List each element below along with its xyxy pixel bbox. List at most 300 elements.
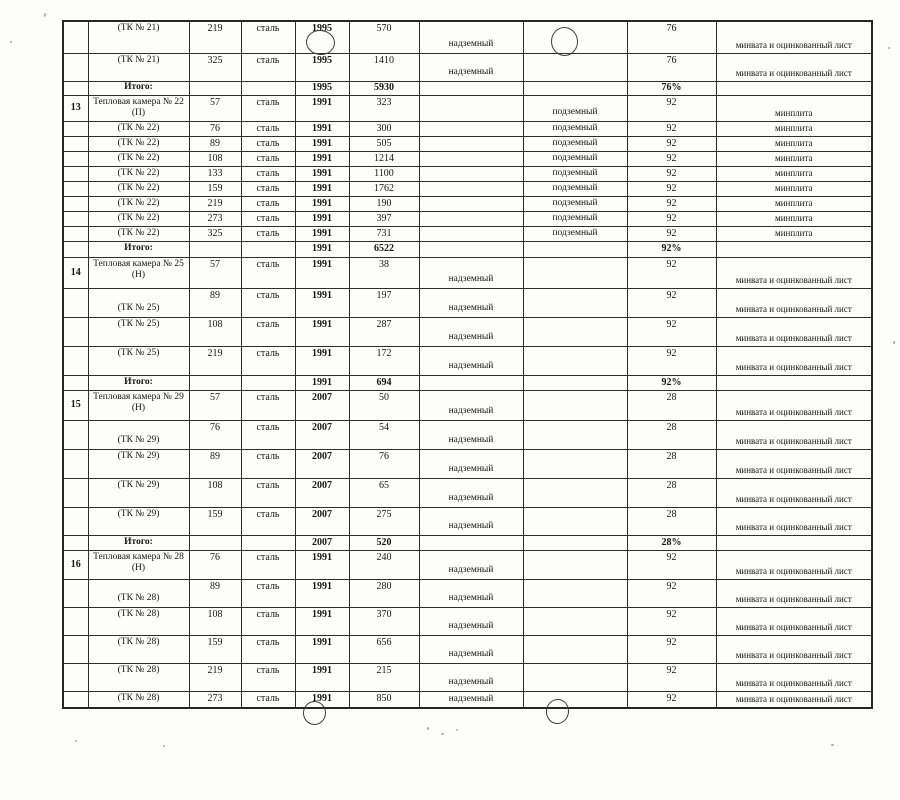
table-row bbox=[63, 317, 872, 346]
cell-mat: сталь bbox=[241, 151, 295, 166]
cell-year: 1991 bbox=[295, 121, 349, 136]
cell-mat: сталь bbox=[241, 550, 295, 579]
scan-speckle bbox=[75, 740, 77, 742]
cell-year: 1991 bbox=[295, 346, 349, 375]
cell-num bbox=[63, 507, 88, 535]
cell-len: 323 bbox=[349, 95, 419, 121]
cell-year: 2007 bbox=[295, 478, 349, 507]
cell-len: 1762 bbox=[349, 181, 419, 196]
cell-insul: минвата и оцинкованный лист bbox=[716, 691, 872, 708]
cell-pct: 28 bbox=[627, 449, 716, 478]
cell-len: 370 bbox=[349, 607, 419, 635]
cell-insul: минвата и оцинкованный лист bbox=[716, 635, 872, 663]
cell-dia: 159 bbox=[189, 635, 241, 663]
cell-year: 1991 bbox=[295, 257, 349, 288]
cell-year: 1991 bbox=[295, 226, 349, 241]
cell-above: надземный bbox=[419, 317, 523, 346]
cell-year: 1991 bbox=[295, 375, 349, 390]
cell-below bbox=[523, 507, 627, 535]
table-row bbox=[63, 211, 872, 226]
cell-dia bbox=[189, 535, 241, 550]
cell-mat: сталь bbox=[241, 507, 295, 535]
cell-dia: 89 bbox=[189, 136, 241, 151]
cell-len: 172 bbox=[349, 346, 419, 375]
cell-dia: 89 bbox=[189, 288, 241, 317]
cell-above: надземный bbox=[419, 663, 523, 691]
cell-len: 50 bbox=[349, 390, 419, 420]
heat-chamber-pipeline-table bbox=[62, 20, 873, 709]
cell-dia: 76 bbox=[189, 550, 241, 579]
scan-speckle bbox=[888, 47, 890, 49]
cell-year: 1991 bbox=[295, 550, 349, 579]
cell-mat: сталь bbox=[241, 181, 295, 196]
table-row bbox=[63, 151, 872, 166]
cell-name: (ТК № 28) bbox=[88, 579, 189, 607]
cell-below bbox=[523, 478, 627, 507]
cell-pct: 92 bbox=[627, 136, 716, 151]
cell-name: (ТК № 22) bbox=[88, 226, 189, 241]
table-row bbox=[63, 607, 872, 635]
cell-year: 1991 bbox=[295, 635, 349, 663]
cell-num bbox=[63, 288, 88, 317]
cell-num bbox=[63, 317, 88, 346]
cell-insul: минплита bbox=[716, 196, 872, 211]
cell-dia: 76 bbox=[189, 420, 241, 449]
cell-above: надземный bbox=[419, 635, 523, 663]
cell-pct: 92 bbox=[627, 550, 716, 579]
cell-name: Тепловая камера № 28 (Н) bbox=[88, 550, 189, 579]
cell-pct: 92 bbox=[627, 663, 716, 691]
cell-dia: 219 bbox=[189, 196, 241, 211]
cell-mat bbox=[241, 375, 295, 390]
cell-num bbox=[63, 420, 88, 449]
cell-pct: 92 bbox=[627, 211, 716, 226]
table-row bbox=[63, 136, 872, 151]
cell-name: Тепловая камера № 25 (Н) bbox=[88, 257, 189, 288]
cell-name: (ТК № 22) bbox=[88, 196, 189, 211]
cell-len: 215 bbox=[349, 663, 419, 691]
cell-insul bbox=[716, 375, 872, 390]
table-row bbox=[63, 257, 872, 288]
cell-num: 15 bbox=[63, 390, 88, 420]
cell-mat: сталь bbox=[241, 121, 295, 136]
cell-len: 850 bbox=[349, 691, 419, 708]
cell-below bbox=[523, 607, 627, 635]
cell-mat: сталь bbox=[241, 196, 295, 211]
cell-name: (ТК № 28) bbox=[88, 663, 189, 691]
cell-mat: сталь bbox=[241, 21, 295, 53]
cell-insul: минвата и оцинкованный лист bbox=[716, 507, 872, 535]
scan-speckle bbox=[441, 733, 444, 735]
table-row bbox=[63, 507, 872, 535]
cell-below bbox=[523, 663, 627, 691]
cell-name: (ТК № 22) bbox=[88, 121, 189, 136]
cell-pct: 92 bbox=[627, 288, 716, 317]
cell-num: 14 bbox=[63, 257, 88, 288]
cell-above: надземный bbox=[419, 691, 523, 708]
cell-pct: 92 bbox=[627, 691, 716, 708]
cell-below: подземный bbox=[523, 121, 627, 136]
cell-num bbox=[63, 241, 88, 257]
cell-above bbox=[419, 166, 523, 181]
cell-below bbox=[523, 390, 627, 420]
cell-year: 1995 bbox=[295, 21, 349, 53]
cell-above: надземный bbox=[419, 288, 523, 317]
cell-above: надземный bbox=[419, 21, 523, 53]
cell-len: 76 bbox=[349, 449, 419, 478]
cell-below bbox=[523, 375, 627, 390]
table-row bbox=[63, 21, 872, 53]
cell-mat: сталь bbox=[241, 226, 295, 241]
table-row bbox=[63, 390, 872, 420]
cell-name: Итого: bbox=[88, 375, 189, 390]
cell-above bbox=[419, 226, 523, 241]
cell-num bbox=[63, 691, 88, 708]
cell-below bbox=[523, 420, 627, 449]
cell-above bbox=[419, 121, 523, 136]
cell-name: (ТК № 22) bbox=[88, 136, 189, 151]
cell-above: надземный bbox=[419, 507, 523, 535]
cell-len: 520 bbox=[349, 535, 419, 550]
cell-above: надземный bbox=[419, 346, 523, 375]
cell-len: 5930 bbox=[349, 81, 419, 95]
cell-num bbox=[63, 478, 88, 507]
cell-year: 1991 bbox=[295, 288, 349, 317]
cell-insul: минплита bbox=[716, 151, 872, 166]
cell-num: 16 bbox=[63, 550, 88, 579]
cell-insul: минвата и оцинкованный лист bbox=[716, 21, 872, 53]
cell-dia: 159 bbox=[189, 181, 241, 196]
cell-name: (ТК № 22) bbox=[88, 211, 189, 226]
cell-above: надземный bbox=[419, 257, 523, 288]
cell-dia: 219 bbox=[189, 663, 241, 691]
cell-year: 1991 bbox=[295, 151, 349, 166]
table-row bbox=[63, 579, 872, 607]
cell-pct: 28 bbox=[627, 390, 716, 420]
cell-mat: сталь bbox=[241, 420, 295, 449]
cell-len: 1410 bbox=[349, 53, 419, 81]
cell-above: надземный bbox=[419, 390, 523, 420]
cell-above: надземный bbox=[419, 478, 523, 507]
cell-mat: сталь bbox=[241, 691, 295, 708]
cell-insul bbox=[716, 81, 872, 95]
cell-mat: сталь bbox=[241, 607, 295, 635]
cell-name: (ТК № 22) bbox=[88, 151, 189, 166]
total-row bbox=[63, 375, 872, 390]
cell-name: (ТК № 28) bbox=[88, 691, 189, 708]
table-row bbox=[63, 420, 872, 449]
cell-name: Итого: bbox=[88, 241, 189, 257]
cell-name: (ТК № 25) bbox=[88, 317, 189, 346]
cell-year: 1991 bbox=[295, 136, 349, 151]
scan-speckle bbox=[163, 745, 165, 747]
cell-num bbox=[63, 166, 88, 181]
cell-num bbox=[63, 151, 88, 166]
cell-above: надземный bbox=[419, 550, 523, 579]
cell-dia: 57 bbox=[189, 257, 241, 288]
cell-len: 6522 bbox=[349, 241, 419, 257]
cell-dia: 89 bbox=[189, 579, 241, 607]
cell-below bbox=[523, 550, 627, 579]
cell-insul: минвата и оцинкованный лист bbox=[716, 53, 872, 81]
cell-len: 731 bbox=[349, 226, 419, 241]
cell-name: (ТК № 21) bbox=[88, 21, 189, 53]
cell-year: 1991 bbox=[295, 607, 349, 635]
table-row bbox=[63, 635, 872, 663]
cell-above bbox=[419, 95, 523, 121]
cell-num bbox=[63, 226, 88, 241]
cell-below: подземный bbox=[523, 196, 627, 211]
cell-num bbox=[63, 535, 88, 550]
cell-year: 1995 bbox=[295, 53, 349, 81]
cell-name: (ТК № 29) bbox=[88, 420, 189, 449]
cell-len: 190 bbox=[349, 196, 419, 211]
cell-num bbox=[63, 663, 88, 691]
cell-insul: минвата и оцинкованный лист bbox=[716, 579, 872, 607]
cell-insul: минвата и оцинкованный лист bbox=[716, 550, 872, 579]
cell-below bbox=[523, 241, 627, 257]
table-row bbox=[63, 166, 872, 181]
scan-speckle bbox=[427, 727, 429, 730]
cell-dia: 219 bbox=[189, 346, 241, 375]
cell-below bbox=[523, 449, 627, 478]
cell-insul bbox=[716, 535, 872, 550]
cell-num bbox=[63, 121, 88, 136]
cell-above: надземный bbox=[419, 420, 523, 449]
cell-insul: минвата и оцинкованный лист bbox=[716, 317, 872, 346]
cell-mat: сталь bbox=[241, 449, 295, 478]
cell-num: 13 bbox=[63, 95, 88, 121]
cell-mat: сталь bbox=[241, 257, 295, 288]
cell-len: 280 bbox=[349, 579, 419, 607]
cell-len: 287 bbox=[349, 317, 419, 346]
cell-name: (ТК № 21) bbox=[88, 53, 189, 81]
cell-year: 1991 bbox=[295, 166, 349, 181]
cell-insul: минвата и оцинкованный лист bbox=[716, 390, 872, 420]
cell-name: (ТК № 28) bbox=[88, 607, 189, 635]
cell-mat bbox=[241, 535, 295, 550]
cell-year: 1995 bbox=[295, 81, 349, 95]
cell-pct: 28% bbox=[627, 535, 716, 550]
cell-dia: 325 bbox=[189, 53, 241, 81]
cell-len: 1100 bbox=[349, 166, 419, 181]
cell-mat: сталь bbox=[241, 390, 295, 420]
cell-above bbox=[419, 241, 523, 257]
table-row bbox=[63, 691, 872, 708]
cell-below bbox=[523, 579, 627, 607]
cell-num bbox=[63, 136, 88, 151]
cell-mat: сталь bbox=[241, 166, 295, 181]
cell-pct: 92 bbox=[627, 151, 716, 166]
scan-speckle bbox=[10, 41, 12, 43]
cell-insul: минвата и оцинкованный лист bbox=[716, 478, 872, 507]
cell-below bbox=[523, 317, 627, 346]
table-row bbox=[63, 196, 872, 211]
cell-name: Тепловая камера № 22 (П) bbox=[88, 95, 189, 121]
cell-year: 1991 bbox=[295, 241, 349, 257]
cell-insul: минплита bbox=[716, 136, 872, 151]
cell-dia bbox=[189, 81, 241, 95]
cell-pct: 92 bbox=[627, 226, 716, 241]
cell-name: (ТК № 25) bbox=[88, 288, 189, 317]
cell-dia: 108 bbox=[189, 607, 241, 635]
cell-year: 1991 bbox=[295, 95, 349, 121]
cell-len: 656 bbox=[349, 635, 419, 663]
cell-name: (ТК № 29) bbox=[88, 449, 189, 478]
hole-punch-mark bbox=[303, 701, 326, 725]
cell-mat: сталь bbox=[241, 579, 295, 607]
cell-insul: минплита bbox=[716, 226, 872, 241]
cell-dia: 76 bbox=[189, 121, 241, 136]
cell-num bbox=[63, 21, 88, 53]
cell-mat: сталь bbox=[241, 211, 295, 226]
cell-dia bbox=[189, 375, 241, 390]
cell-num bbox=[63, 449, 88, 478]
cell-below bbox=[523, 81, 627, 95]
cell-pct: 76 bbox=[627, 53, 716, 81]
cell-name: (ТК № 22) bbox=[88, 166, 189, 181]
cell-num bbox=[63, 607, 88, 635]
cell-name: (ТК № 29) bbox=[88, 478, 189, 507]
cell-name: (ТК № 22) bbox=[88, 181, 189, 196]
cell-mat bbox=[241, 81, 295, 95]
cell-above: надземный bbox=[419, 449, 523, 478]
cell-len: 397 bbox=[349, 211, 419, 226]
cell-mat: сталь bbox=[241, 346, 295, 375]
table-body bbox=[63, 21, 872, 708]
cell-mat bbox=[241, 241, 295, 257]
cell-below bbox=[523, 691, 627, 708]
cell-dia: 57 bbox=[189, 390, 241, 420]
cell-pct: 92 bbox=[627, 181, 716, 196]
cell-mat: сталь bbox=[241, 288, 295, 317]
cell-insul: минплита bbox=[716, 181, 872, 196]
cell-num bbox=[63, 635, 88, 663]
cell-len: 505 bbox=[349, 136, 419, 151]
cell-below: подземный bbox=[523, 151, 627, 166]
cell-len: 54 bbox=[349, 420, 419, 449]
cell-pct: 92 bbox=[627, 196, 716, 211]
cell-pct: 28 bbox=[627, 478, 716, 507]
cell-mat: сталь bbox=[241, 136, 295, 151]
cell-pct: 92 bbox=[627, 257, 716, 288]
cell-below: подземный bbox=[523, 136, 627, 151]
cell-name: (ТК № 29) bbox=[88, 507, 189, 535]
cell-dia: 108 bbox=[189, 151, 241, 166]
cell-pct: 92 bbox=[627, 635, 716, 663]
cell-year: 1991 bbox=[295, 691, 349, 708]
cell-dia: 273 bbox=[189, 691, 241, 708]
cell-pct: 28 bbox=[627, 420, 716, 449]
cell-year: 1991 bbox=[295, 181, 349, 196]
cell-above bbox=[419, 81, 523, 95]
cell-num bbox=[63, 53, 88, 81]
scan-speckle bbox=[831, 744, 834, 746]
cell-insul: минплита bbox=[716, 95, 872, 121]
table-row bbox=[63, 288, 872, 317]
table-row bbox=[63, 53, 872, 81]
cell-pct: 92 bbox=[627, 317, 716, 346]
cell-len: 1214 bbox=[349, 151, 419, 166]
cell-insul: минвата и оцинкованный лист bbox=[716, 420, 872, 449]
cell-above bbox=[419, 151, 523, 166]
cell-num bbox=[63, 346, 88, 375]
cell-below: подземный bbox=[523, 226, 627, 241]
cell-dia: 89 bbox=[189, 449, 241, 478]
cell-below: подземный bbox=[523, 166, 627, 181]
cell-above bbox=[419, 136, 523, 151]
cell-dia: 108 bbox=[189, 317, 241, 346]
cell-below: подземный bbox=[523, 181, 627, 196]
cell-mat: сталь bbox=[241, 478, 295, 507]
cell-num bbox=[63, 375, 88, 390]
cell-below bbox=[523, 635, 627, 663]
total-row bbox=[63, 81, 872, 95]
table-row bbox=[63, 121, 872, 136]
cell-pct: 76 bbox=[627, 21, 716, 53]
cell-mat: сталь bbox=[241, 663, 295, 691]
cell-dia bbox=[189, 241, 241, 257]
table-row bbox=[63, 181, 872, 196]
cell-insul: минвата и оцинкованный лист bbox=[716, 449, 872, 478]
cell-below bbox=[523, 535, 627, 550]
cell-num bbox=[63, 181, 88, 196]
cell-above bbox=[419, 196, 523, 211]
cell-insul bbox=[716, 241, 872, 257]
cell-above bbox=[419, 535, 523, 550]
table-row bbox=[63, 663, 872, 691]
cell-insul: минплита bbox=[716, 121, 872, 136]
cell-pct: 92% bbox=[627, 375, 716, 390]
cell-above bbox=[419, 181, 523, 196]
cell-dia: 108 bbox=[189, 478, 241, 507]
table-row bbox=[63, 550, 872, 579]
cell-insul: минвата и оцинкованный лист bbox=[716, 257, 872, 288]
cell-year: 1991 bbox=[295, 317, 349, 346]
cell-len: 275 bbox=[349, 507, 419, 535]
scan-speckle bbox=[43, 13, 46, 17]
cell-dia: 273 bbox=[189, 211, 241, 226]
cell-below bbox=[523, 257, 627, 288]
cell-mat: сталь bbox=[241, 95, 295, 121]
cell-name: Итого: bbox=[88, 535, 189, 550]
cell-year: 1991 bbox=[295, 579, 349, 607]
cell-len: 65 bbox=[349, 478, 419, 507]
cell-len: 240 bbox=[349, 550, 419, 579]
cell-above: надземный bbox=[419, 607, 523, 635]
cell-year: 2007 bbox=[295, 420, 349, 449]
cell-below: подземный bbox=[523, 211, 627, 226]
cell-insul: минплита bbox=[716, 211, 872, 226]
cell-name: (ТК № 28) bbox=[88, 635, 189, 663]
cell-pct: 92 bbox=[627, 579, 716, 607]
cell-dia: 133 bbox=[189, 166, 241, 181]
cell-len: 38 bbox=[349, 257, 419, 288]
cell-num bbox=[63, 81, 88, 95]
cell-above: надземный bbox=[419, 579, 523, 607]
cell-pct: 92 bbox=[627, 346, 716, 375]
cell-year: 2007 bbox=[295, 535, 349, 550]
table-row bbox=[63, 478, 872, 507]
table-row bbox=[63, 449, 872, 478]
cell-name: (ТК № 25) bbox=[88, 346, 189, 375]
cell-above: надземный bbox=[419, 53, 523, 81]
cell-num bbox=[63, 211, 88, 226]
cell-insul: минвата и оцинкованный лист bbox=[716, 346, 872, 375]
cell-dia: 159 bbox=[189, 507, 241, 535]
table-row bbox=[63, 226, 872, 241]
cell-below bbox=[523, 346, 627, 375]
